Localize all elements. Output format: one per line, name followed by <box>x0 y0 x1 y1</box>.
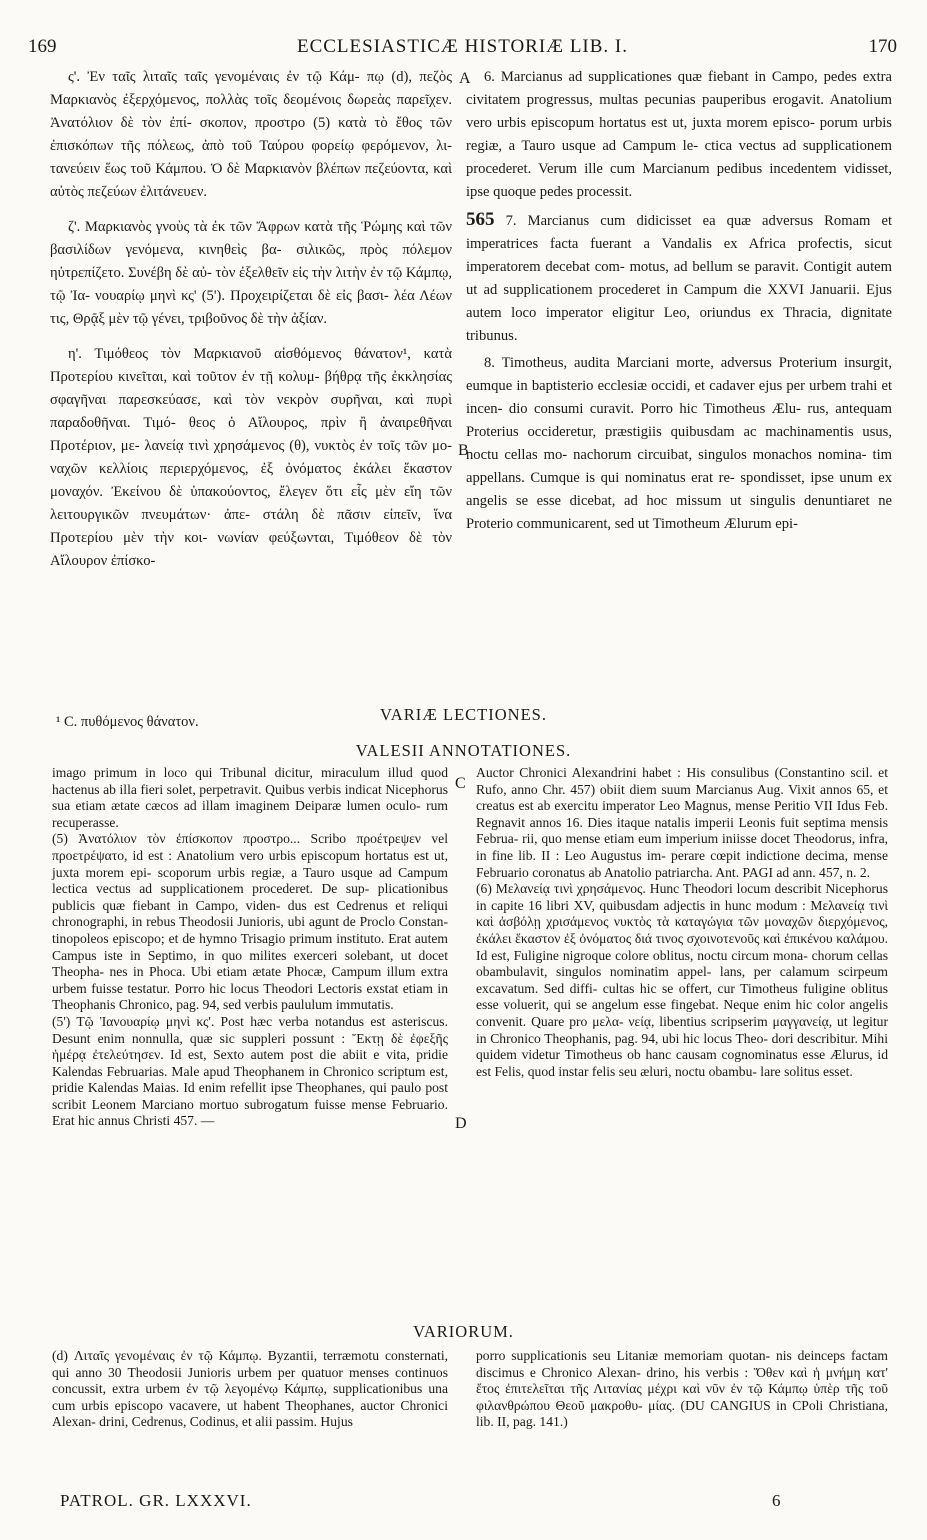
running-title: ECCLESIASTICÆ HISTORIÆ LIB. I. <box>296 36 629 57</box>
right-page-number: 170 <box>868 36 897 57</box>
valesii-notes-right <box>476 765 888 1117</box>
latin-paragraph-7: 7. Marcianus cum didicisset ea quæ adversus Romam et imperatrices facta fuerant a Vandalis ex Africa profectis, sicut imperatorem decebat com- motus, ad bellum se paravit. Contigit autem ut ad supplicationem procederet in Campum die XXVI Januarii. Ejus autem loco imperator eligitur Leo, oriundus ex Thracia, dignitate tribunus. <box>466 213 892 344</box>
latin-text-column <box>466 66 892 678</box>
greek-paragraph-6: ς'. Ἐν ταῖς λιταῖς ταῖς γενομέναις ἐν τῷ Κάμ- πῳ (d), πεζὸς Μαρκιανὸς ἐξερχόμενος, πολλὰς τοῖς δεομένοις δωρεὰς παρεῖχεν. Ἀνατόλιον δὲ τὸν ἐπί- σκοπον, προστρο (5) κατὰ τὸ ἔθος τῶν ἐπισκόπων τῆς πόλεως, ἀπὸ τοῦ Ταύρου φορείῳ φερόμενον, λι- τανεύειν ἕως τοῦ Κάμπου. Ὁ δὲ Μαρκιανὸν βλέπων πεζεύοντα, καὶ αὐτὸς πεζεύων ἐλιτάνευεν. <box>50 69 452 200</box>
greek-paragraph-7: ζ'. Μαρκιανὸς γνοὺς τὰ ἐκ τῶν Ἄφρων κατὰ τῆς Ῥώμης καὶ τῶν βασιλίδων γενόμενα, κινηθεὶς βα- σιλικῶς, πρὸς πόλεμον ηὐτρεπίζετο. Συνέβη δὲ αὐ- τὸν ἐξελθεῖν εἰς τὴν λιτὴν ἐν τῷ Κάμπῳ, τῷ Ἰα- νουαρίῳ μηνὶ κς' (5'). Προχειρίζεται δὲ εἰς βασι- λέα Λέων τις, Θρᾷξ μὲν τῷ γένει, τριβοῦνος δὲ τὴν ἀξίαν. <box>50 219 452 327</box>
valesii-note-cont: imago primum in loco qui Tribunal dicitur, miraculum illud quod hactenus ab illa fieri solet, perpetravit. Quibus verbis indicat Nicephorus sua etiam ætate cæcos ad illam imaginem Deiparæ lumen oculo- rum recuperasse. <box>52 765 448 830</box>
valesii-note-6: (6) Μελανείᾳ τινὶ χρησάμενος. Hunc Theodori locum describit Nicephorus in capite 16 libri XV, quibusdam adjectis in hunc modum : Μελανείᾳ τινὶ καὶ ἀσβόλῃ χρισάμενος νυκτὸς τὰ καταγώγια τῶν μοναχῶν διερχόμενος, ἐκάλει ἕκαστον ἐξ ὀνόματος διά τινος σχοινοτενοῦς καὶ ἐπικένου καλάμου. Id est, Fuligine nigroque colore oblitus, noctu circum mona- chorum cellas obambulavit, singulos nominatim appel- lans, per calamum scirpeum excavatum. Sed diffi- cultas hic se offert, cur Timotheus fuligine oblitus esse voluerit, qui se angelum esse fingebat. Neque enim hic color angelis convenit. Quare pro μελα- νείᾳ, libentius scripserim μαγγανείᾳ, ut legitur in Chronico Theophanis, pag. 94, ubi hic locus Theo- dori describitur. Mihi quidem videtur Timotheus ob hanc causam cognominatus esse Ælurus, id est Felis, quod instar felis seu æluri, noctu obambu- lare solitus esset. <box>476 881 888 1079</box>
volume-signature: PATROL. GR. LXXXVI. <box>60 1491 252 1510</box>
column-number: 565 <box>466 209 495 230</box>
latin-paragraph-7-wrap <box>466 208 892 348</box>
valesii-note-5b: (5') Τῷ Ἰανουαρίῳ μηνὶ κς'. Post hæc verba notandus est asteriscus. Desunt enim nonnulla, quæ sic suppleri possunt : Ἔκτῃ δὲ ἐφεξῆς ἡμέρᾳ ἐτελεύτησεν. Id est, Sexto autem post die abiit e vita, pridie Kalendas Februarias. Male apud Theophanem in Chronico scriptum est, pridie Kalendas Maias. Id enim refellit ipse Theophanes, qui paulo post scribit Leonem Marciano mortuo subrogatum fuisse mense Februario. Erat hic annus Christi 457. — <box>52 1013 448 1129</box>
variant-reading-note: ¹ C. πυθόμενος θάνατον. <box>56 714 199 730</box>
margin-letter-b: B <box>458 442 469 459</box>
latin-paragraph-8: 8. Timotheus, audita Marciani morte, adversus Proterium insurgit, eumque in baptisterio ecclesiæ occidi, et cadaver ejus per urbem trahi et incen- dio consumi curavit. Porro hic Timotheus Ælu- rus, antequam Proterius occideretur, præstigiis quibusdam ac machinamentis usus, noctu cellas mo- nachorum circuibat, singulos monachos nomina- tim appellans. Cumque is qui nominatus erat re- spondisset, ipse unum ex angelis se esse dicebat, ad hoc missum ut singulis denuntiaret ne Proterio communicarent, sed ut Timotheum Ælurum epi- <box>466 355 892 532</box>
variorum-note-right <box>476 1348 888 1488</box>
valesii-notes-left <box>52 765 448 1129</box>
margin-letter-a: A <box>459 70 471 87</box>
variorum-heading: VARIORUM. <box>413 1322 514 1341</box>
greek-paragraph-8: η'. Τιμόθεος τὸν Μαρκιανοῦ αἰσθόμενος θάνατον¹, κατὰ Προτερίου κινεῖται, καὶ τοῦτον ἐν τῇ κολυμ- βήθρᾳ τῆς ἐκκλησίας σφαγῆναι παρεσκεύασε, καὶ τὸν νεκρὸν συρῆναι, καὶ πυρὶ παραδοθῆναι. Τιμό- θεος ὁ Αἴλουρος, πρὶν ἢ ἀναιρεθῆναι Προτέριον, με- λανείᾳ τινὶ χρησάμενος (θ), νυκτὸς ἐν τοῖς τῶν μο- ναχῶν κελλίοις περιερχόμενος, ἐξ ὀνόματος ἐκάλει ἕκαστον μοναχόν. Ἐκείνου δὲ ὑπακούοντος, ἔλεγεν ὅτι εἷς μὲν εἴη τῶν λειτουργικῶν πνευμάτων· ἀπε- στάλη δὲ πᾶσιν εἰπεῖν, ἵνα Προτερίου μὲν τὴν κοι- νωνίαν φεύξωνται, Τιμόθεον δὲ τὸν Αἴλουρον ἐπίσκο- <box>50 346 452 569</box>
variorum-note-left <box>52 1348 448 1488</box>
valesii-note-5: (5) Ἀνατόλιον τὸν ἐπίσκοπον προστρο... Scribo προέτρεψεν vel προετρέψατο, id est : Anatolium vero urbis episcopum hortatus est ut, juxta morem epi- scoporum urbis regiæ, a Tauro usque ad Campum lectica vectus ad supplicationem procederet. De sup- plicationibus publicis quæ fiebant in Campo, viden- dus est Cedrenus et reliqui chronographi, in rebus Theodosii Junioris, ubi agunt de Proclo Constan- tinopoleos episcopo; et de hymno Trisagio primum instituto. Erat autem Campus iste in Septimo, in quo milites exerceri solebant, ut docet Theopha- nes in Phoca. Ubi etiam ætate Phocæ, Campum illum extra urbem fuisse testatur. Porro hic locus Theodori Lectoris exstat etiam in Theophanis Chronico, pag. 94, sed verbis paululum immutatis. <box>52 831 448 1013</box>
running-header <box>28 36 897 64</box>
margin-letter-c: C <box>455 775 466 792</box>
gathering-number: 6 <box>772 1491 781 1510</box>
page-footer <box>60 1491 887 1521</box>
left-page-number: 169 <box>28 36 57 57</box>
variorum-note-d: (d) Λιταῖς γενομέναις ἐν τῷ Κάμπῳ. Byzantii, terræmotu consternati, qui anno 30 Theodosii Junioris urbem per quatuor menses continuos concussit, extra urbem ἐν τῷ λεγομένῳ Κάμπῳ, supplicationibus una cum urbis episcopo vacavere, ut habent Theophanes, auctor Chronici Alexan- drini, Cedrenus, Codinus, et alii passim. Hujus <box>52 1348 448 1430</box>
valesii-note-chronicon: Auctor Chronici Alexandrini habet : His consulibus (Constantino scil. et Rufo, anno Chr. 457) obiit diem suum Marcianus Aug. Vixit annos 65, et creatus est ab exercitu imperator Leo Magnus, mense Peritio VII Idus Feb. Regnavit annos 16. Dies itaque natalis imperii Leonis fuit septima mensis Februa- rii, quo mense etiam eum imperium iniisse docet Theodorus, infra, in fine lib. II : Leo Augustus im- perare cœpit indictione decima, mense Februario coronatus ab Anatolio patriarcha. Ant. PAGI ad ann. 457, n. 2. <box>476 765 888 880</box>
margin-letter-d: D <box>455 1115 467 1132</box>
greek-text-column <box>50 66 452 678</box>
valesii-annotationes-heading: VALESII ANNOTATIONES. <box>355 741 572 760</box>
variorum-note-d-cont: porro supplicationis seu Litaniæ memoriam quotan- nis deinceps factam discimus e Chronico Alexan- drino, his verbis : Ὅθεν καὶ ἡ μνήμη κατ' ἔτος ἐπιτελεῖται τῆς Λιτανίας μέχρι καὶ νῦν ἐν τῷ Κάμπῳ ὑπὲρ τῆς τοῦ φιλανθρώπου Θεοῦ μακροθυ- μίας. (DU CANGIUS in CPoli Christiana, lib. II, pag. 141.) <box>476 1348 888 1430</box>
variae-lectiones-heading: VARIÆ LECTIONES. <box>380 705 547 724</box>
latin-paragraph-6: 6. Marcianus ad supplicationes quæ fiebant in Campo, pedes extra civitatem progressus, multas pecunias pauperibus erogavit. Anatolium vero urbis episcopum hortatus est ut, juxta morem episco- porum urbis regiæ, a Tauro usque ad Campum le- ctica vectus ad supplicationem procederet. Verum ille cum Marcianum pedibus incedentem vidisset, ipse quoque pedes processit. <box>466 69 892 200</box>
